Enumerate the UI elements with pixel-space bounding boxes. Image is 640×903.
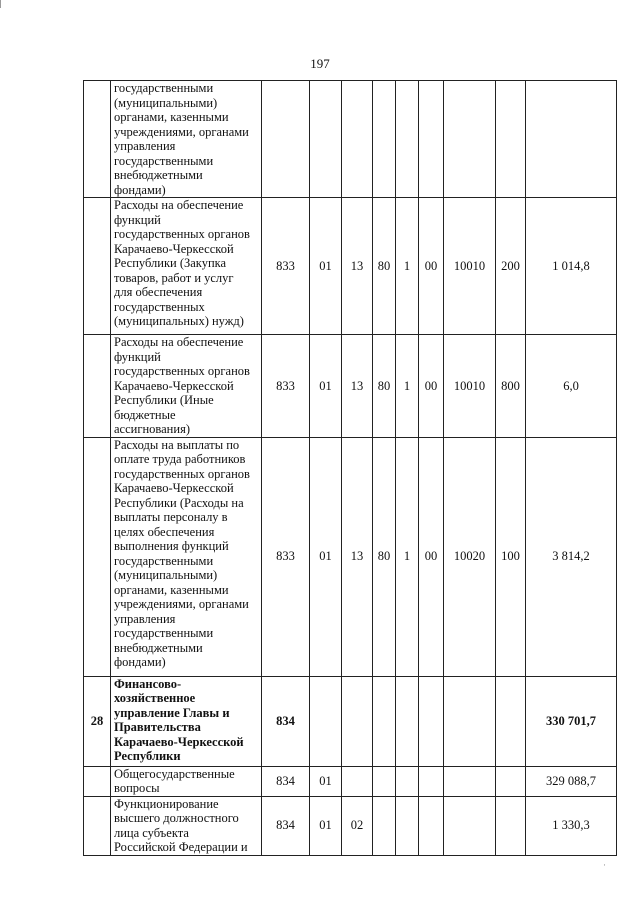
page-number: 197 <box>310 56 330 71</box>
row-description: государственными (муниципальными) органами, казенными учреждениями, органами управления государственными внебюджетными фондами) <box>111 81 262 198</box>
amount: 1 330,3 <box>526 796 617 855</box>
code-subprogram <box>396 81 419 198</box>
code-department: 834 <box>262 766 310 796</box>
code-direction-b <box>444 81 496 198</box>
code-direction-a: 00 <box>419 198 444 335</box>
table-row <box>84 81 617 198</box>
code-section <box>310 81 342 198</box>
code-subsection: 13 <box>342 335 373 438</box>
code-direction-b: 10010 <box>444 198 496 335</box>
code-department: 833 <box>262 335 310 438</box>
code-subprogram <box>396 796 419 855</box>
code-direction-a: 00 <box>419 437 444 676</box>
code-department: 834 <box>262 676 310 766</box>
code-department: 833 <box>262 437 310 676</box>
code-program <box>373 676 396 766</box>
code-subsection <box>342 676 373 766</box>
code-subsection: 13 <box>342 198 373 335</box>
amount: 3 814,2 <box>526 437 617 676</box>
code-subprogram: 1 <box>396 198 419 335</box>
row-description: Расходы на обеспечение функций государственных органов Карачаево-Черкесской Республики (Иные бюджетные ассигнования) <box>111 335 262 438</box>
code-direction-a <box>419 766 444 796</box>
code-section <box>310 676 342 766</box>
table-row <box>84 766 617 796</box>
table-body <box>84 81 617 856</box>
code-subprogram: 1 <box>396 437 419 676</box>
code-subprogram <box>396 676 419 766</box>
code-expense-type <box>496 81 526 198</box>
code-program <box>373 81 396 198</box>
table-row <box>84 437 617 676</box>
row-number <box>84 335 111 438</box>
code-direction-b <box>444 766 496 796</box>
code-direction-b <box>444 676 496 766</box>
code-subprogram: 1 <box>396 335 419 438</box>
code-direction-b: 10020 <box>444 437 496 676</box>
code-department: 833 <box>262 198 310 335</box>
row-number <box>84 766 111 796</box>
code-subprogram <box>396 766 419 796</box>
scan-corner-mark <box>0 0 4 8</box>
code-section: 01 <box>310 198 342 335</box>
row-description: Расходы на выплаты по оплате труда работников государственных органов Карачаево-Черкесской Республики (Расходы на выплаты персоналу в целях обеспечения выполнения функций государственными (муниципальными) органами, казенными учреждениями, органами управления государственными внебюджетными фондами) <box>111 437 262 676</box>
code-direction-b: 10010 <box>444 335 496 438</box>
row-number <box>84 81 111 198</box>
amount: 6,0 <box>526 335 617 438</box>
amount: 330 701,7 <box>526 676 617 766</box>
code-expense-type <box>496 796 526 855</box>
code-program: 80 <box>373 437 396 676</box>
code-expense-type: 800 <box>496 335 526 438</box>
code-subsection <box>342 81 373 198</box>
table-row <box>84 796 617 855</box>
code-subsection: 02 <box>342 796 373 855</box>
code-subsection <box>342 766 373 796</box>
code-direction-b <box>444 796 496 855</box>
table-row <box>84 198 617 335</box>
row-description: Функционирование высшего должностного лица субъекта Российской Федерации и <box>111 796 262 855</box>
code-expense-type: 200 <box>496 198 526 335</box>
code-program: 80 <box>373 335 396 438</box>
code-program: 80 <box>373 198 396 335</box>
row-description: Финансово- хозяйственное управление Главы и Правительства Карачаево-Черкесской Республики <box>111 676 262 766</box>
budget-table <box>83 80 617 856</box>
row-number <box>84 198 111 335</box>
code-section: 01 <box>310 766 342 796</box>
row-description: Общегосударственные вопросы <box>111 766 262 796</box>
amount: 1 014,8 <box>526 198 617 335</box>
code-expense-type <box>496 766 526 796</box>
code-section: 01 <box>310 437 342 676</box>
code-department <box>262 81 310 198</box>
code-direction-a <box>419 676 444 766</box>
code-section: 01 <box>310 796 342 855</box>
code-program <box>373 766 396 796</box>
row-number <box>84 796 111 855</box>
code-direction-a <box>419 796 444 855</box>
table-row <box>84 335 617 438</box>
code-direction-a <box>419 81 444 198</box>
code-expense-type <box>496 676 526 766</box>
code-section: 01 <box>310 335 342 438</box>
scan-speck: · <box>603 860 606 870</box>
code-program <box>373 796 396 855</box>
amount: 329 088,7 <box>526 766 617 796</box>
code-direction-a: 00 <box>419 335 444 438</box>
code-expense-type: 100 <box>496 437 526 676</box>
code-department: 834 <box>262 796 310 855</box>
row-number <box>84 437 111 676</box>
amount <box>526 81 617 198</box>
code-subsection: 13 <box>342 437 373 676</box>
table-row <box>84 676 617 766</box>
row-number: 28 <box>84 676 111 766</box>
row-description: Расходы на обеспечение функций государственных органов Карачаево-Черкесской Республики (Закупка товаров, работ и услуг для обеспечения государственных (муниципальных) нужд) <box>111 198 262 335</box>
